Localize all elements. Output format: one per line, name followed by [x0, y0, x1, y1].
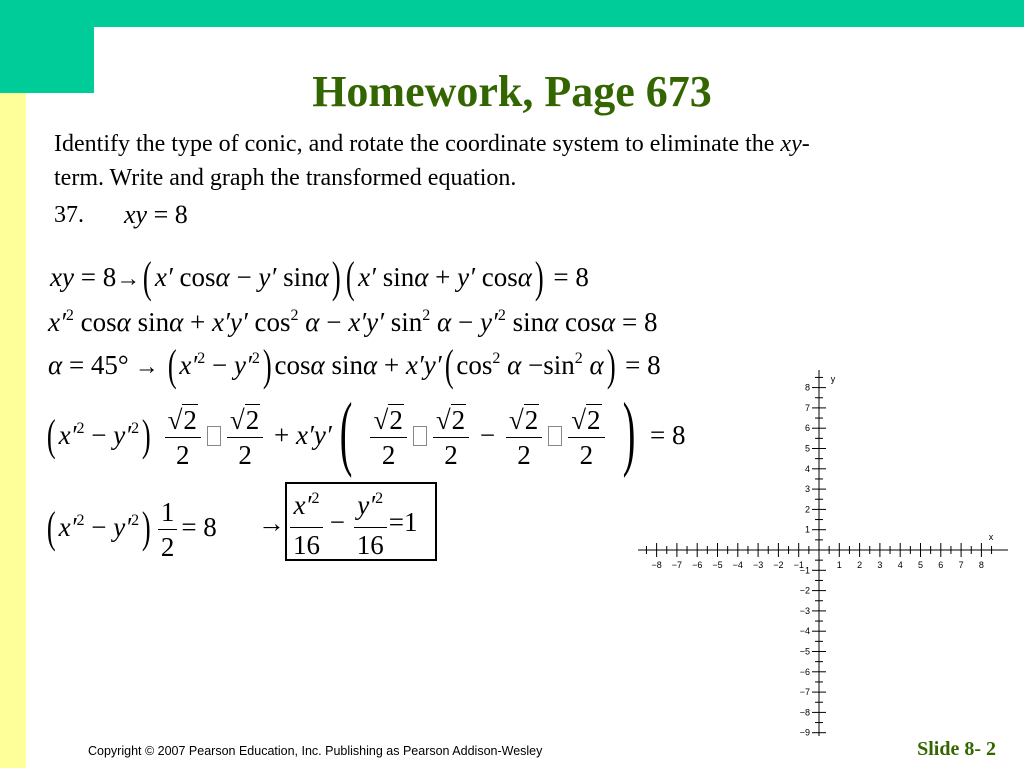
x-tick-label: 1: [836, 560, 842, 570]
y-tick-label: −3: [799, 605, 810, 616]
slide-number: Slide 8- 2: [917, 738, 996, 760]
step5-arrow: →: [258, 508, 285, 538]
x-tick-label: 3: [877, 560, 883, 570]
x-tick-label: −2: [773, 560, 784, 570]
y-tick-label: 4: [804, 463, 810, 474]
x-tick-label: −7: [671, 560, 683, 570]
y-tick-label: 1: [804, 524, 810, 535]
y-tick-label: 5: [804, 443, 810, 454]
problem-prompt: [54, 127, 954, 195]
boxed-answer: $\frac{x'^2}{16}$ − $\frac{y'^2}{16}$ =1: [290, 488, 417, 554]
x-tick-label: 6: [938, 560, 944, 570]
x-tick-label: −1: [793, 560, 804, 570]
y-tick-label: 2: [804, 504, 810, 515]
y-tick-label: −4: [799, 626, 810, 637]
y-tick-label: −6: [799, 666, 810, 677]
y-tick-label: −7: [799, 687, 810, 698]
y-tick-label: −8: [799, 707, 810, 718]
y-axis-label: y: [830, 374, 836, 384]
coordinate-grid: [636, 366, 1014, 738]
prompt-line1: Identify the type of conic, and rotate the coordinate system to eliminate the: [54, 131, 781, 157]
y-tick-label: −2: [799, 585, 810, 596]
x-tick-label: −4: [732, 560, 743, 570]
y-tick-label: 6: [804, 423, 810, 434]
x-tick-label: 7: [958, 560, 964, 570]
prompt-hyphen: -: [801, 131, 810, 157]
step1-equation: xy = 8→( x′ cosα − y′ sinα) ( x′ sinα + y′ cosα) = 8: [50, 253, 589, 302]
y-tick-label: −1: [799, 565, 810, 576]
x-tick-label: −5: [712, 560, 723, 570]
y-tick-label: 3: [804, 484, 810, 495]
y-tick-label: −9: [799, 727, 810, 738]
prompt-line2: term. Write and graph the transformed equation.: [54, 165, 517, 191]
x-axis-label: x: [988, 532, 994, 542]
y-tick-label: 7: [804, 402, 810, 413]
problem-equation: xy = 8: [124, 200, 188, 229]
x-tick-label: 8: [978, 560, 984, 570]
step2-equation: $x'^2$ cosα sinα + x′y′ $\cos^2 \alpha - x'y'$ $\sin^2 \alpha - y'^2$ sinα cosα = 8: [48, 307, 658, 337]
problem-number: 37.: [54, 202, 84, 228]
slide-title: Homework, Page 673: [312, 67, 712, 116]
step4-equation: ( $x'^2 - y'^2$) $\frac{√2}{2}$ $\frac{√2}{2}$ + x′y′( $\frac{√2}{2}$ $\frac{√2}{2}$ − $\frac{√2}{2}$ $\frac{√2}{2}$ ) = 8: [46, 386, 686, 479]
copyright-text: Copyright © 2007 Pearson Education, Inc. Publishing as Pearson Addison-Wesley: [88, 744, 543, 758]
x-tick-label: 5: [917, 560, 924, 570]
step5-equation: ( $x'^2 - y'^2$) $\frac{1}{2}$ = 8: [46, 497, 217, 563]
x-tick-label: 2: [857, 560, 863, 570]
x-tick-label: −8: [651, 560, 662, 570]
step3-equation: α = 45° → ( $x'^2 - y'^2$) cosα sinα + x′y′( $\cos^2 \alpha -\sin^2$ α) = 8: [48, 341, 661, 390]
top-accent-bar: [0, 0, 1024, 27]
x-tick-label: −3: [752, 560, 764, 570]
x-tick-label: −6: [692, 560, 703, 570]
y-tick-label: −5: [799, 646, 810, 657]
prompt-xy: xy: [780, 131, 802, 157]
y-tick-label: 8: [804, 382, 810, 393]
axes: [638, 370, 1008, 736]
x-tick-label: 4: [897, 560, 903, 570]
